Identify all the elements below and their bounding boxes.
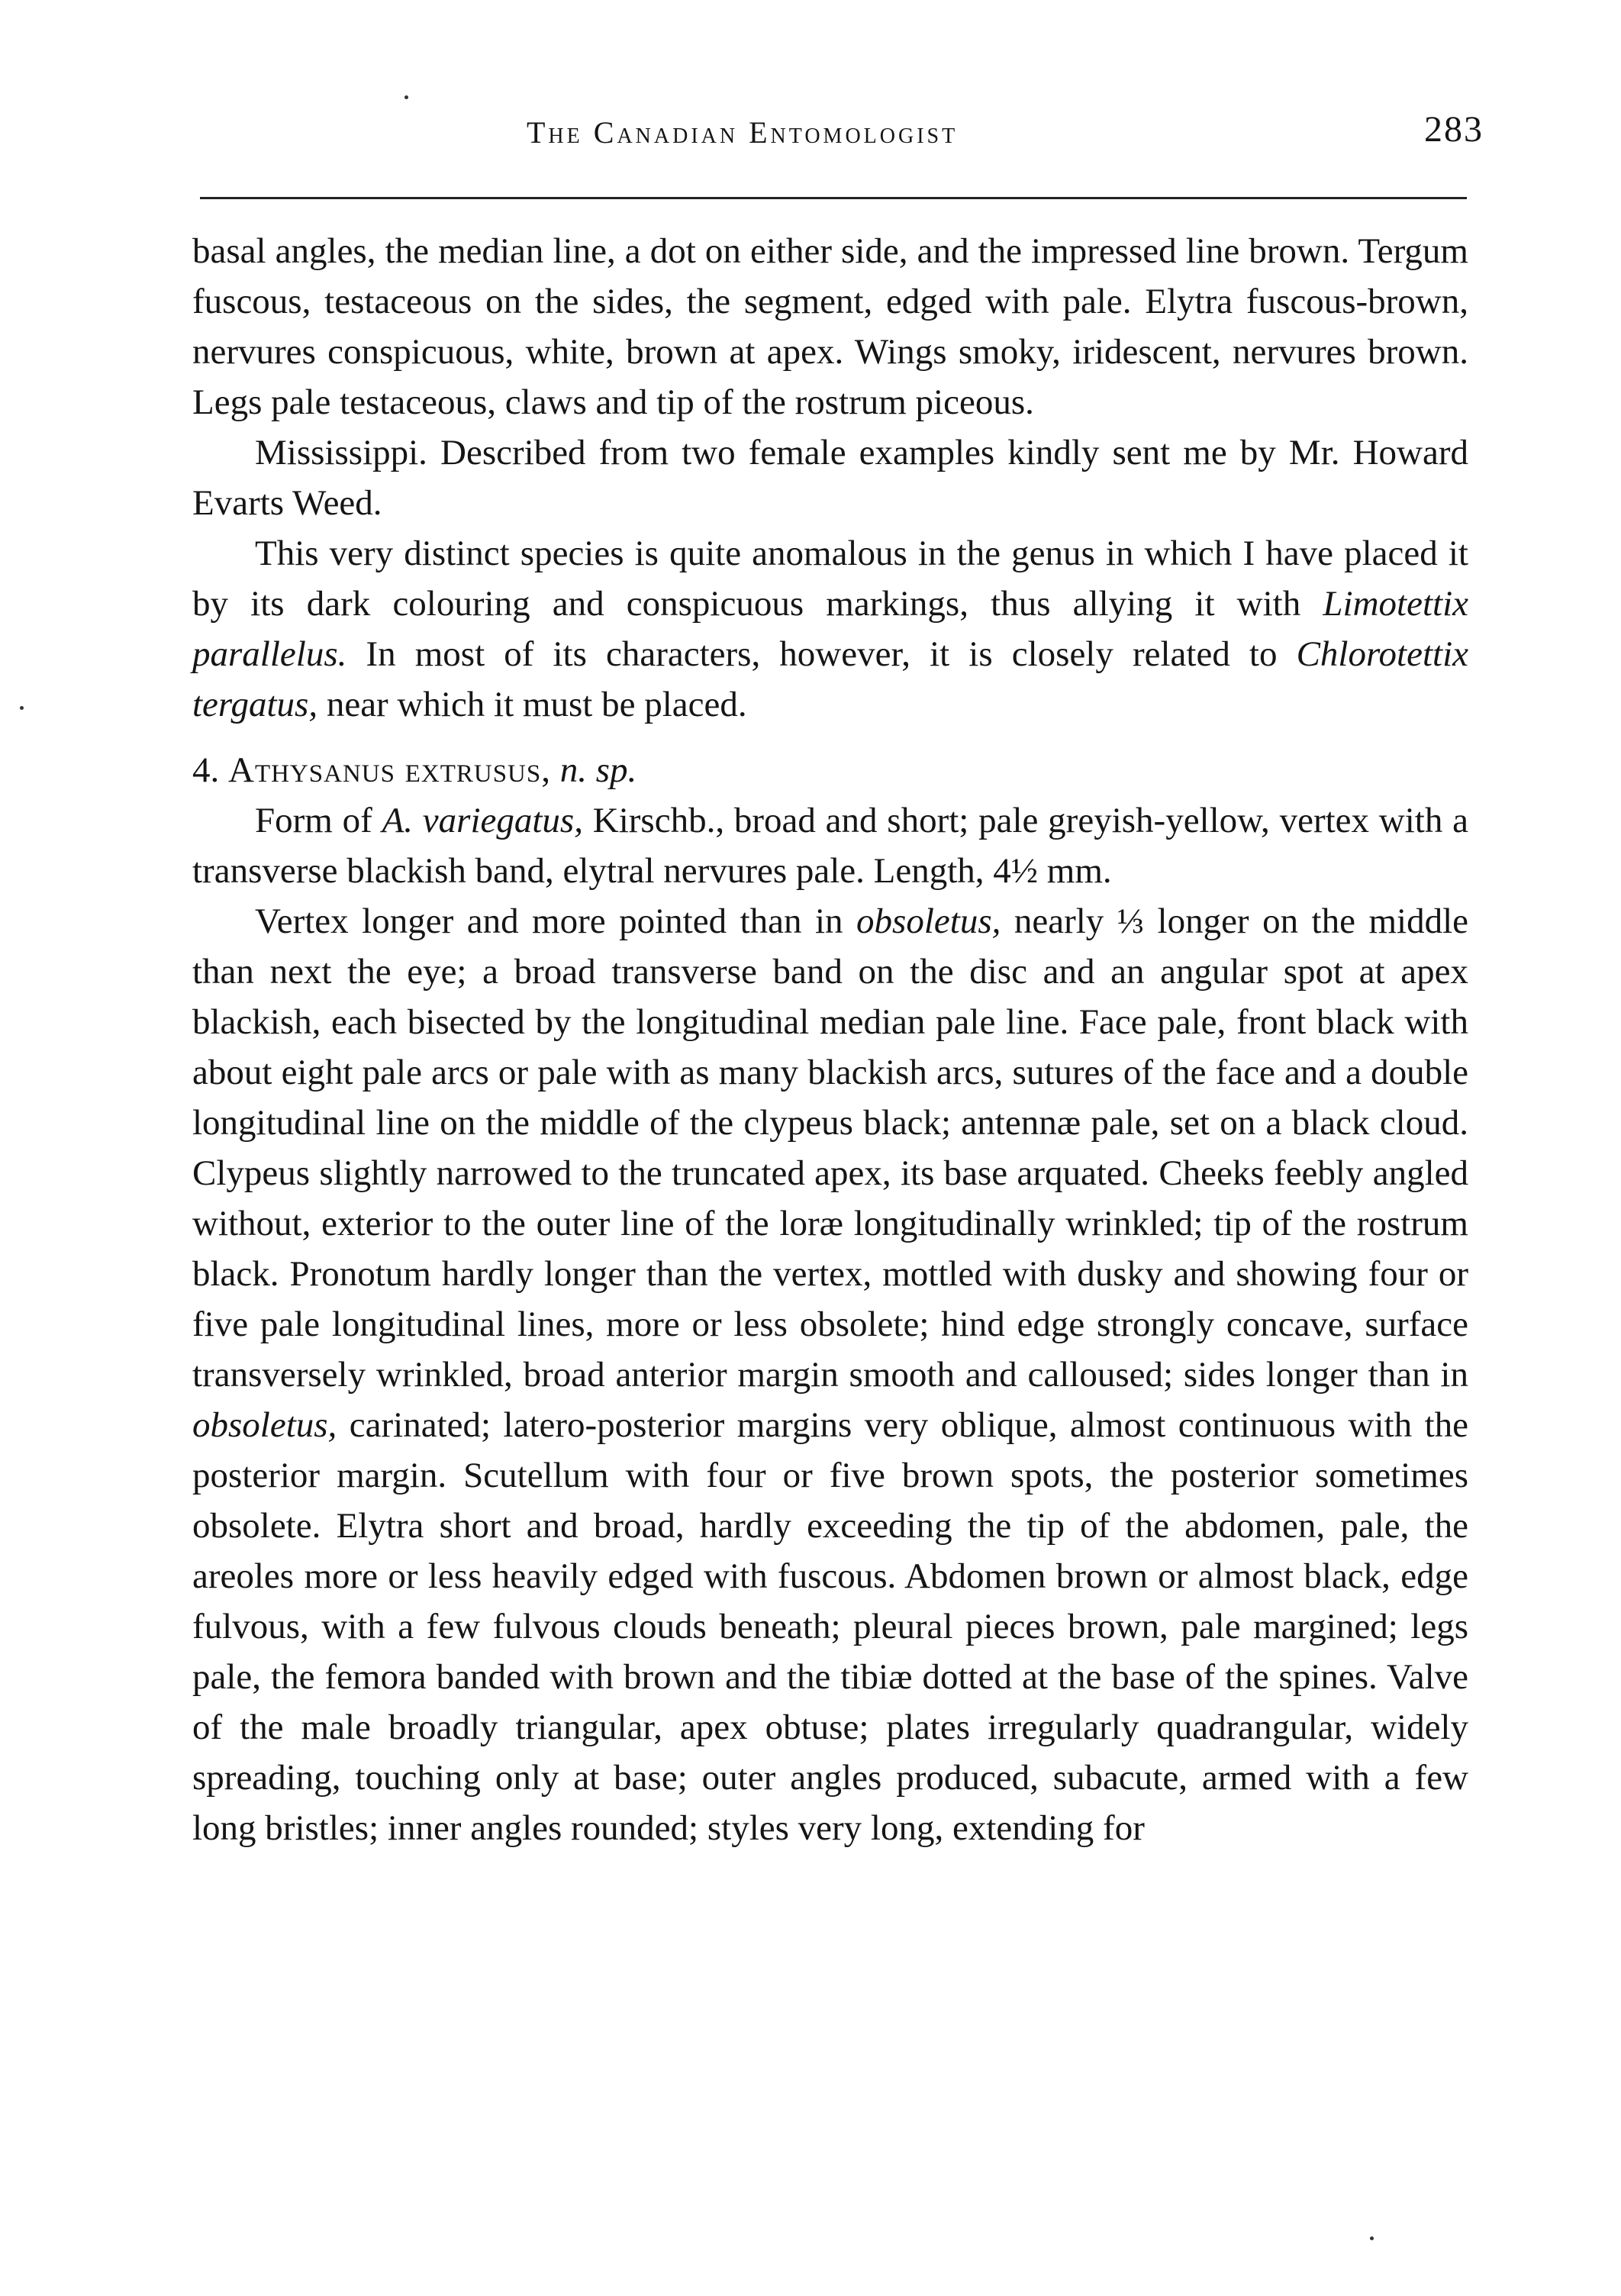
- print-speck: [1370, 2236, 1374, 2240]
- species-name: A. variegatus,: [382, 801, 583, 840]
- species-name: obsoletus,: [192, 1405, 337, 1445]
- paragraph-text: Kirschb., broad and short; pale greyish-yellow, vertex with a transverse blackish band, elytral nervures pale. Length, 4½ mm.: [192, 801, 1468, 891]
- paragraph-locality: Mississippi. Described from two female examples kindly sent me by Mr. Howard Evarts Weed.: [192, 433, 1468, 523]
- species-name: obsoletus,: [856, 901, 1001, 941]
- paragraph-text: near which it must be placed.: [317, 685, 747, 724]
- paragraph-continued: basal angles, the median line, a dot on either side, and the impressed line brown. Tergum fuscous, testaceous on the sides, the segment, edged with pale. Elytra fuscous-brown, nervures conspicuous, white, brown at apex. Wings smoky, iridescent, nervures brown. Legs pale testaceous, claws and tip of the rostrum piceous.: [192, 231, 1468, 422]
- species-name: Limotettix parallelus.: [192, 584, 1468, 674]
- paragraph-text: This very distinct species is quite anomalous in the genus in which I have placed it by its dark colouring and conspicuous markings, thus allying it with: [192, 534, 1468, 624]
- species-title: Athysanus extrusus,: [228, 750, 551, 790]
- species-status: n. sp.: [559, 750, 637, 790]
- species-heading: [192, 745, 1468, 795]
- species-name: Chlorotettix tergatus,: [192, 634, 1468, 724]
- paragraph-remarks: [192, 528, 1468, 730]
- paragraph-diagnosis: [192, 795, 1468, 896]
- print-speck: [20, 706, 24, 710]
- species-number: 4.: [192, 750, 228, 790]
- page-body: [192, 226, 1468, 1853]
- running-title: The Canadian Entomologist: [527, 115, 959, 150]
- paragraph-text: Form of: [255, 801, 382, 840]
- page-number: 283: [1424, 109, 1484, 150]
- paragraph-text: In most of its characters, however, it is closely related to: [346, 634, 1297, 674]
- print-speck: [404, 95, 408, 99]
- header-rule: [200, 197, 1467, 199]
- paragraph-description: [192, 896, 1468, 1853]
- paragraph-text: Vertex longer and more pointed than in: [255, 901, 857, 941]
- running-header: [0, 109, 1621, 168]
- paragraph-text: nearly ⅓ longer on the middle than next the eye; a broad transverse band on the disc and an angular spot at apex blackish, each bisected by the longitudinal median pale line. Face pale, front black with about eight pale arcs or pale with as many blackish arcs, sutures of the face and a double longitudinal line on the middle of the clypeus black; antennæ pale, set on a black cloud. Clypeus slightly narrowed to the truncated apex, its base arquated. Cheeks feebly angled without, exterior to the outer line of the loræ longitudinally wrinkled; tip of the rostrum black. Pronotum hardly longer than the vertex, mottled with dusky and showing four or five pale longitudinal lines, more or less obsolete; hind edge strongly concave, surface transversely wrinkled, broad anterior margin smooth and calloused; sides longer than in: [192, 901, 1468, 1395]
- paragraph-text: carinated; latero-posterior margins very oblique, almost continuous with the posterior margin. Scutellum with four or five brown spots, the posterior sometimes obsolete. Elytra short and broad, hardly exceeding the tip of the abdomen, pale, the areoles more or less heavily edged with fuscous. Abdomen brown or almost black, edge fulvous, with a few fulvous clouds beneath; pleural pieces brown, pale margined; legs pale, the femora banded with brown and the tibiæ dotted at the base of the spines. Valve of the male broadly triangular, apex obtuse; plates irregularly quadrangular, widely spreading, touching only at base; outer angles produced, subacute, armed with a few long bristles; inner angles rounded; styles very long, extending for: [192, 1405, 1468, 1848]
